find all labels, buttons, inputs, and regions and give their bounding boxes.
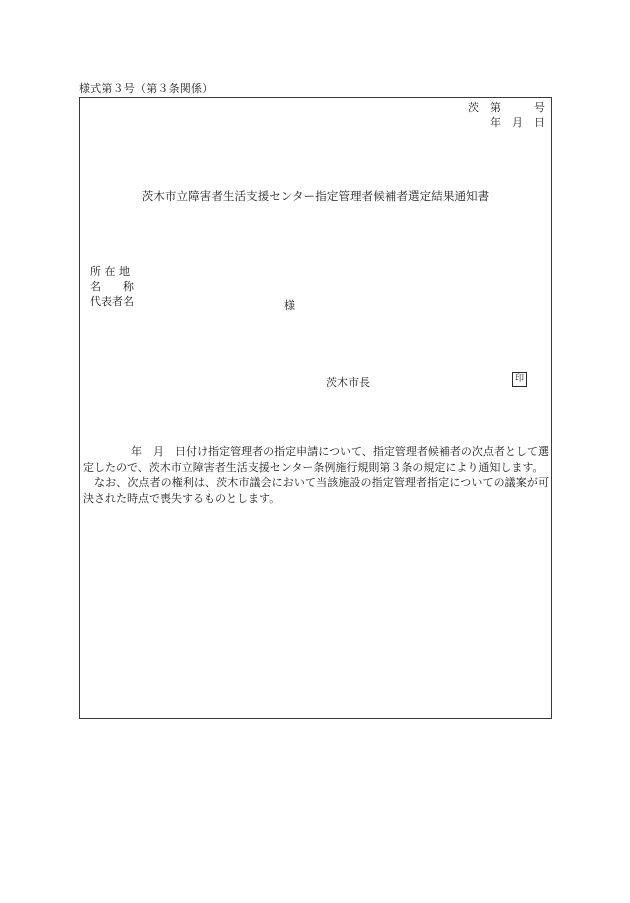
body-paragraph-1: 年 月 日付け指定管理者の指定申請について、指定管理者候補者の次点者として選定したので、茨木市立障害者生活支援センター条例施行規則第３条の規定により通知します。 xyxy=(83,445,549,474)
seal-mark: 印 xyxy=(512,372,527,387)
body-text xyxy=(83,444,549,506)
name-label: 名 称 xyxy=(90,280,134,293)
issuer-name: 茨木市長 xyxy=(326,376,370,389)
body-paragraph-2: なお、次点者の権利は、茨木市議会において当該施設の指定管理者指定についての議案が可決された時点で喪失するものとします。 xyxy=(83,476,549,505)
document-title: 茨木市立障害者生活支援センター指定管理者候補者選定結果通知書 xyxy=(141,189,490,203)
document-date: 年 月 日 xyxy=(490,116,545,129)
document-frame xyxy=(79,97,552,719)
honorific: 様 xyxy=(284,299,295,312)
location-label: 所 在 地 xyxy=(90,265,130,278)
document-number-block xyxy=(435,100,545,130)
form-label: 様式第３号（第３条関係） xyxy=(79,82,214,95)
document-number: 茨 第 号 xyxy=(468,101,545,114)
representative-label: 代表者名 xyxy=(90,295,134,308)
addressee-block xyxy=(90,264,134,309)
